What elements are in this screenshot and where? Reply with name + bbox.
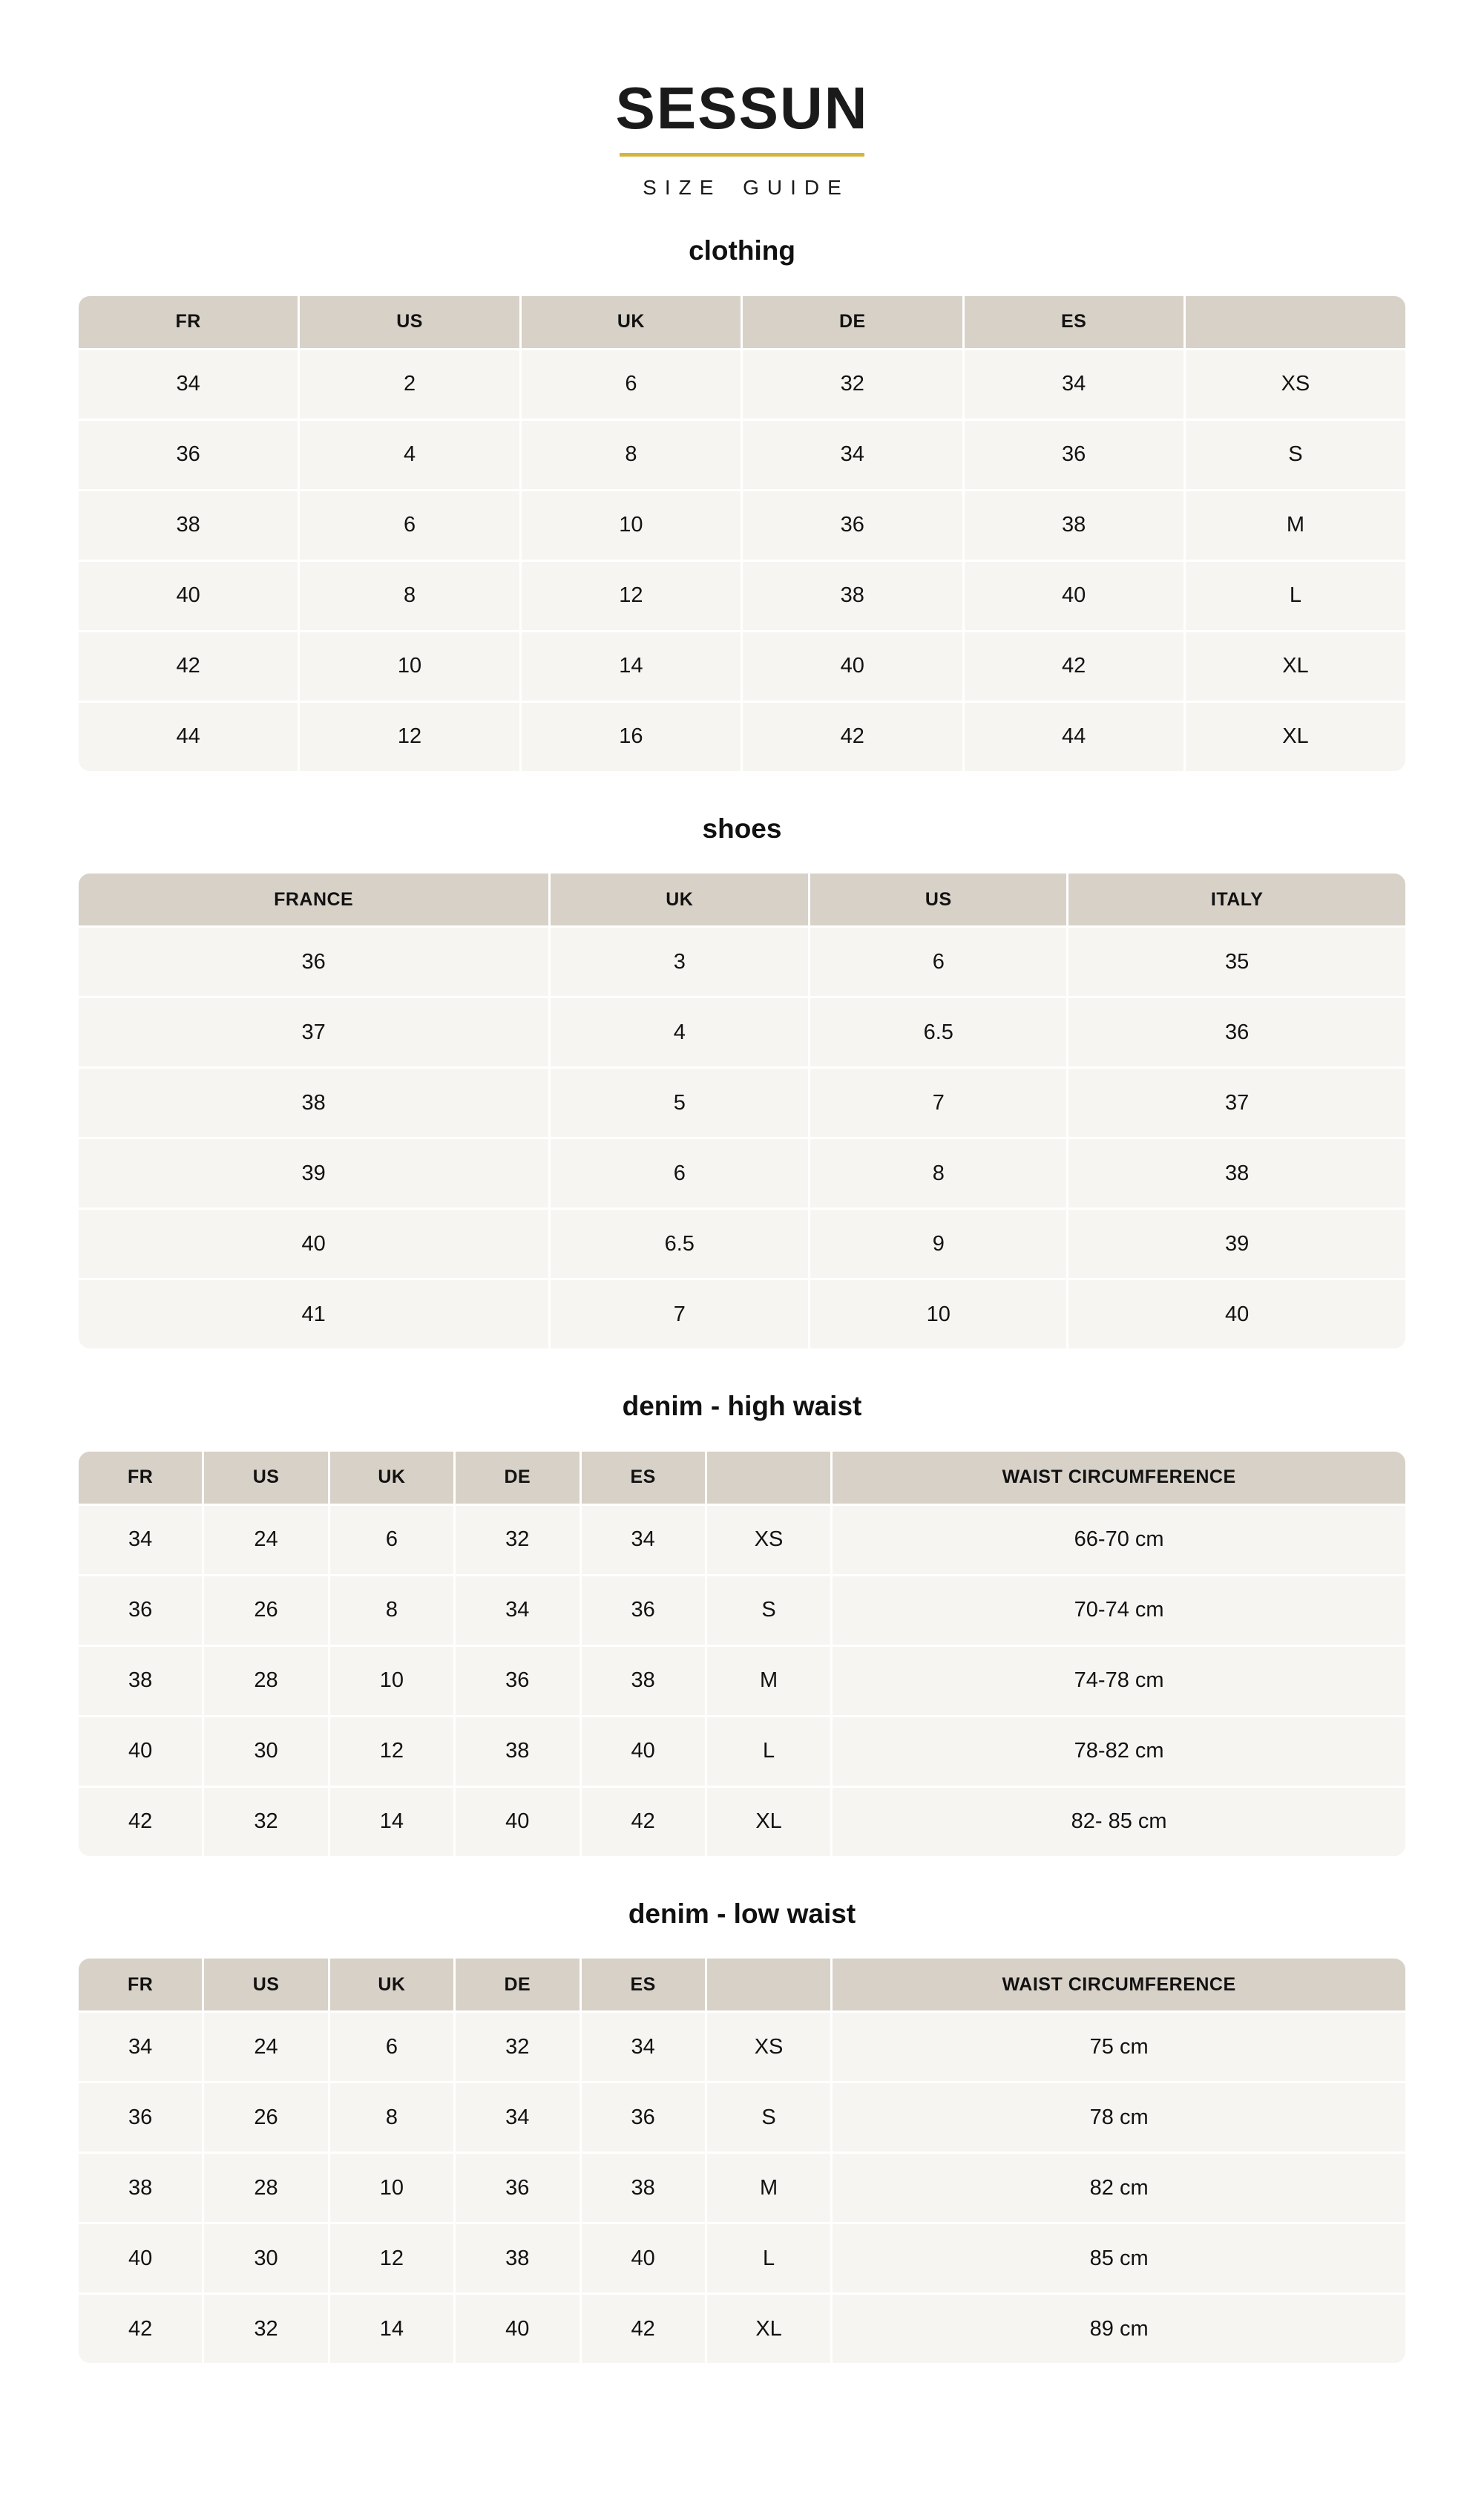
table-cell: 32 xyxy=(456,1506,579,1574)
table-cell: 38 xyxy=(582,1647,705,1715)
table-cell: 14 xyxy=(330,2295,453,2363)
table-cell: 32 xyxy=(743,350,962,419)
table-cell: 37 xyxy=(1068,1069,1405,1137)
brand-header xyxy=(76,75,1408,199)
table-cell: 36 xyxy=(79,928,548,996)
table-cell: 66-70 cm xyxy=(833,1506,1405,1574)
table-row xyxy=(79,1647,1405,1715)
table-cell: 5 xyxy=(551,1069,808,1137)
column-header: FRANCE xyxy=(79,874,548,925)
table-row xyxy=(79,2154,1405,2222)
column-header: DE xyxy=(743,296,962,348)
table-cell: 42 xyxy=(743,703,962,771)
table-row xyxy=(79,2083,1405,2151)
table-cell: 41 xyxy=(79,1280,548,1348)
table-cell: 38 xyxy=(456,2224,579,2292)
table-cell: 42 xyxy=(582,2295,705,2363)
table-cell: 42 xyxy=(582,1788,705,1856)
section-title-clothing: clothing xyxy=(689,235,795,266)
table-cell: 38 xyxy=(965,491,1183,560)
table-cell: 40 xyxy=(582,2224,705,2292)
table-cell: 6.5 xyxy=(810,998,1066,1066)
column-header: UK xyxy=(330,1959,453,2010)
table-cell: 6 xyxy=(330,2013,453,2081)
column-header: ITALY xyxy=(1068,874,1405,925)
table-cell: 10 xyxy=(522,491,741,560)
table-cell: 34 xyxy=(79,1506,202,1574)
table-cell: 74-78 cm xyxy=(833,1647,1405,1715)
table-cell: 6 xyxy=(300,491,519,560)
page-subtitle: SIZE GUIDE xyxy=(643,176,850,199)
table-cell: 35 xyxy=(1068,928,1405,996)
table-cell: 12 xyxy=(522,562,741,630)
table-cell: S xyxy=(1186,421,1405,489)
table-row xyxy=(79,2013,1405,2081)
table-cell: 7 xyxy=(810,1069,1066,1137)
column-header: US xyxy=(810,874,1066,925)
table-cell: 36 xyxy=(79,1576,202,1645)
table-row xyxy=(79,1139,1405,1207)
table-cell: 36 xyxy=(1068,998,1405,1066)
table-cell: 8 xyxy=(330,2083,453,2151)
table-cell: 34 xyxy=(582,1506,705,1574)
table-cell: 36 xyxy=(965,421,1183,489)
table-cell: XL xyxy=(1186,632,1405,701)
table-cell: 8 xyxy=(330,1576,453,1645)
table-cell: 36 xyxy=(79,2083,202,2151)
table-cell: 42 xyxy=(965,632,1183,701)
table-cell: 40 xyxy=(79,562,298,630)
table-cell: 39 xyxy=(79,1139,548,1207)
table-row xyxy=(79,562,1405,630)
table-cell: 40 xyxy=(965,562,1183,630)
table-cell: 36 xyxy=(456,1647,579,1715)
table-cell: 82- 85 cm xyxy=(833,1788,1405,1856)
section-denim-high-waist xyxy=(76,1391,1408,1858)
table-row xyxy=(79,1280,1405,1348)
column-header: ES xyxy=(965,296,1183,348)
column-header: FR xyxy=(79,1959,202,2010)
table-cell: 6 xyxy=(810,928,1066,996)
table-cell: 39 xyxy=(1068,1210,1405,1278)
table-cell: 2 xyxy=(300,350,519,419)
table-row xyxy=(79,350,1405,419)
table-row xyxy=(79,1210,1405,1278)
table-cell: 40 xyxy=(456,1788,579,1856)
table-row xyxy=(79,2295,1405,2363)
header-row xyxy=(79,874,1405,925)
table-cell: 44 xyxy=(79,703,298,771)
table-cell: 44 xyxy=(965,703,1183,771)
table-cell: M xyxy=(707,1647,830,1715)
column-header xyxy=(707,1959,830,2010)
table-cell: 36 xyxy=(456,2154,579,2222)
column-header: US xyxy=(300,296,519,348)
table-cell: 26 xyxy=(204,1576,327,1645)
table-cell: 78 cm xyxy=(833,2083,1405,2151)
table-cell: XL xyxy=(707,2295,830,2363)
table-cell: 6 xyxy=(551,1139,808,1207)
table-row xyxy=(79,632,1405,701)
table-cell: 34 xyxy=(582,2013,705,2081)
section-denim-low-waist xyxy=(76,1898,1408,2366)
table-cell: 40 xyxy=(79,2224,202,2292)
table-row xyxy=(79,1717,1405,1786)
table-cell: 14 xyxy=(330,1788,453,1856)
table-cell: M xyxy=(1186,491,1405,560)
section-shoes xyxy=(76,813,1408,1351)
column-header xyxy=(1186,296,1405,348)
table-cell: 38 xyxy=(79,2154,202,2222)
table-cell: 24 xyxy=(204,2013,327,2081)
section-title-denim-low-waist: denim - low waist xyxy=(628,1898,856,1929)
table-row xyxy=(79,703,1405,771)
table-cell: 12 xyxy=(330,2224,453,2292)
table-cell: S xyxy=(707,1576,830,1645)
table-cell: 38 xyxy=(456,1717,579,1786)
table-cell: 6 xyxy=(330,1506,453,1574)
table-cell: 34 xyxy=(79,2013,202,2081)
table-cell: 38 xyxy=(582,2154,705,2222)
table-cell: 34 xyxy=(456,2083,579,2151)
table-cell: 4 xyxy=(300,421,519,489)
column-header: DE xyxy=(456,1959,579,2010)
table-cell: 42 xyxy=(79,1788,202,1856)
column-header: US xyxy=(204,1452,327,1504)
column-header: WAIST CIRCUMFERENCE xyxy=(833,1959,1405,2010)
shoes-size-table xyxy=(76,871,1408,1351)
table-cell: 40 xyxy=(743,632,962,701)
table-cell: 8 xyxy=(300,562,519,630)
table-cell: M xyxy=(707,2154,830,2222)
table-row xyxy=(79,998,1405,1066)
table-cell: XL xyxy=(1186,703,1405,771)
table-cell: XL xyxy=(707,1788,830,1856)
table-cell: 38 xyxy=(79,1647,202,1715)
table-cell: 34 xyxy=(965,350,1183,419)
table-cell: 32 xyxy=(204,2295,327,2363)
table-cell: 10 xyxy=(300,632,519,701)
table-cell: 24 xyxy=(204,1506,327,1574)
table-cell: 82 cm xyxy=(833,2154,1405,2222)
table-cell: 36 xyxy=(79,421,298,489)
header-row xyxy=(79,296,1405,348)
denim-high-waist-size-table xyxy=(76,1449,1408,1858)
table-cell: 40 xyxy=(582,1717,705,1786)
table-cell: 12 xyxy=(330,1717,453,1786)
table-cell: 16 xyxy=(522,703,741,771)
table-cell: 75 cm xyxy=(833,2013,1405,2081)
table-cell: 8 xyxy=(522,421,741,489)
table-cell: 9 xyxy=(810,1210,1066,1278)
table-cell: 30 xyxy=(204,2224,327,2292)
table-cell: 7 xyxy=(551,1280,808,1348)
denim-low-waist-size-table xyxy=(76,1956,1408,2365)
table-cell: XS xyxy=(707,1506,830,1574)
table-cell: 40 xyxy=(79,1210,548,1278)
table-row xyxy=(79,1576,1405,1645)
size-guide-page xyxy=(76,0,1408,2365)
table-cell: 34 xyxy=(743,421,962,489)
table-row xyxy=(79,1788,1405,1856)
table-cell: 6 xyxy=(522,350,741,419)
table-cell: 40 xyxy=(456,2295,579,2363)
table-cell: 10 xyxy=(810,1280,1066,1348)
table-row xyxy=(79,491,1405,560)
table-cell: 6.5 xyxy=(551,1210,808,1278)
table-cell: 3 xyxy=(551,928,808,996)
table-cell: 32 xyxy=(204,1788,327,1856)
clothing-size-table xyxy=(76,294,1408,773)
table-cell: XS xyxy=(1186,350,1405,419)
table-cell: 42 xyxy=(79,632,298,701)
table-cell: 38 xyxy=(743,562,962,630)
column-header: ES xyxy=(582,1959,705,2010)
table-cell: 70-74 cm xyxy=(833,1576,1405,1645)
table-row xyxy=(79,421,1405,489)
table-cell: 36 xyxy=(743,491,962,560)
column-header xyxy=(707,1452,830,1504)
section-title-denim-high-waist: denim - high waist xyxy=(622,1391,862,1422)
brand-logo: SESSUN xyxy=(615,75,869,141)
table-row xyxy=(79,1069,1405,1137)
table-cell: 12 xyxy=(300,703,519,771)
table-cell: 28 xyxy=(204,1647,327,1715)
column-header: FR xyxy=(79,1452,202,1504)
table-cell: 34 xyxy=(456,1576,579,1645)
column-header: UK xyxy=(330,1452,453,1504)
table-cell: XS xyxy=(707,2013,830,2081)
table-cell: 32 xyxy=(456,2013,579,2081)
table-cell: 36 xyxy=(582,2083,705,2151)
table-cell: 78-82 cm xyxy=(833,1717,1405,1786)
table-cell: 14 xyxy=(522,632,741,701)
section-clothing xyxy=(76,235,1408,773)
table-cell: 10 xyxy=(330,2154,453,2222)
table-cell: 38 xyxy=(1068,1139,1405,1207)
table-cell: 28 xyxy=(204,2154,327,2222)
table-cell: 38 xyxy=(79,491,298,560)
table-cell: 89 cm xyxy=(833,2295,1405,2363)
table-row xyxy=(79,1506,1405,1574)
table-cell: 8 xyxy=(810,1139,1066,1207)
table-cell: 34 xyxy=(79,350,298,419)
section-title-shoes: shoes xyxy=(702,813,782,844)
column-header: UK xyxy=(522,296,741,348)
table-cell: 26 xyxy=(204,2083,327,2151)
table-cell: 4 xyxy=(551,998,808,1066)
column-header: ES xyxy=(582,1452,705,1504)
table-row xyxy=(79,928,1405,996)
table-cell: 37 xyxy=(79,998,548,1066)
table-cell: 85 cm xyxy=(833,2224,1405,2292)
table-cell: 40 xyxy=(1068,1280,1405,1348)
table-cell: 42 xyxy=(79,2295,202,2363)
column-header: UK xyxy=(551,874,808,925)
table-cell: L xyxy=(707,1717,830,1786)
brand-underline xyxy=(620,153,864,157)
table-cell: 36 xyxy=(582,1576,705,1645)
table-cell: 40 xyxy=(79,1717,202,1786)
column-header: WAIST CIRCUMFERENCE xyxy=(833,1452,1405,1504)
column-header: DE xyxy=(456,1452,579,1504)
table-cell: 30 xyxy=(204,1717,327,1786)
column-header: US xyxy=(204,1959,327,2010)
table-cell: L xyxy=(707,2224,830,2292)
table-row xyxy=(79,2224,1405,2292)
header-row xyxy=(79,1452,1405,1504)
column-header: FR xyxy=(79,296,298,348)
table-cell: S xyxy=(707,2083,830,2151)
table-cell: 38 xyxy=(79,1069,548,1137)
header-row xyxy=(79,1959,1405,2010)
table-cell: L xyxy=(1186,562,1405,630)
table-cell: 10 xyxy=(330,1647,453,1715)
